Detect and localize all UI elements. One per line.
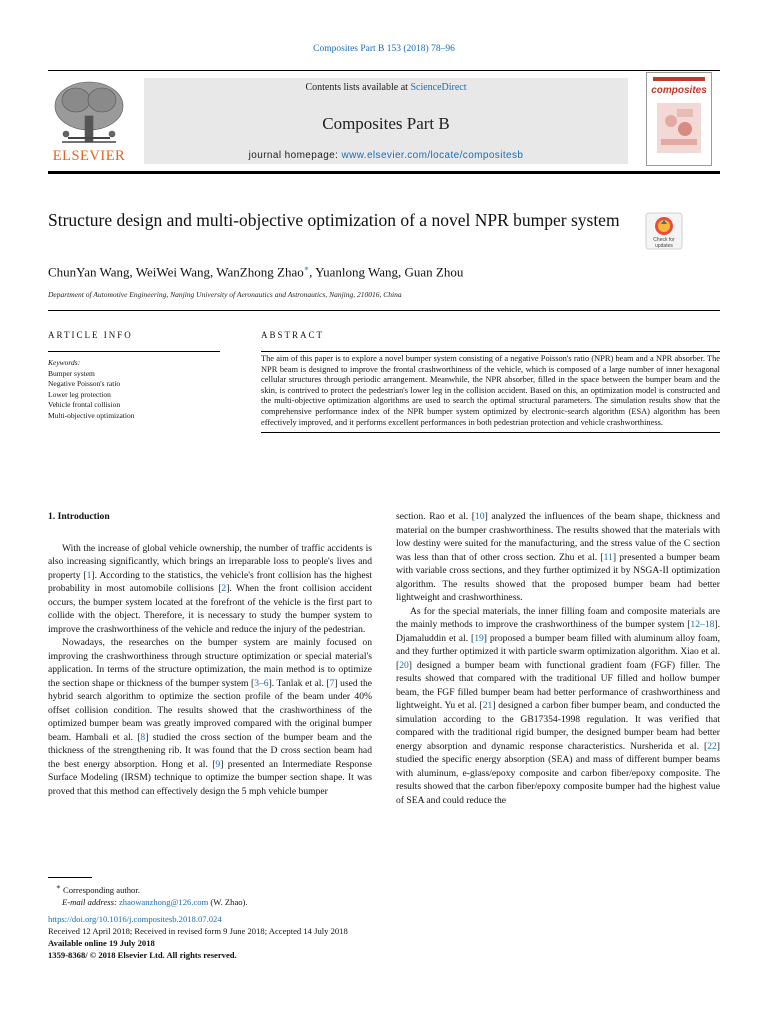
citation-link[interactable]: 3–6	[254, 677, 269, 689]
citation-link[interactable]: 7	[329, 677, 335, 689]
citation-link[interactable]: 10	[475, 511, 485, 522]
authors-part-2: , Yuanlong Wang, Guan Zhou	[309, 264, 464, 280]
body-left-column	[48, 510, 372, 798]
paragraph: section. Rao et al. [10] analyzed the influences of the beam shape, thickness and material on the bumper crashworthiness. The results showed that the materials with low destiny were suited for the manufacturing, and the stress value of the C section was less than that of other cross section. Zhu et al. [11] presented a bumper beam with variable cross sections, and they further optimized it by NSGA-II optimization algorithm. The results showed that the proposed bumper beam had better lightweight and crashworthiness.	[396, 511, 720, 603]
journal-cover-thumbnail[interactable]	[646, 72, 712, 166]
journal-title: Composites Part B	[322, 114, 450, 133]
journal-header	[48, 72, 720, 170]
doi-link[interactable]: https://doi.org/10.1016/j.compositesb.2018.07.024	[48, 914, 222, 924]
cover-title: composites	[651, 85, 707, 96]
author-list	[48, 264, 668, 280]
citation-link[interactable]: 8	[140, 731, 146, 743]
header-bottom-rule	[48, 171, 720, 174]
keyword-item: Negative Poisson's ratio	[48, 379, 121, 389]
keywords-block	[48, 351, 220, 422]
paragraph: As for the special materials, the inner filling foam and composite materials are the mainly methods to improve the crashworthiness of the bumper system [12–18]. Djamaluddin et al. [19] proposed a bumper beam filled with aluminum alloy foam, and they further optimized it with particle swarm optimization algorithm. Xiao et al. [20] designed a bumper beam with functional gradient foam (FGF) filler. The results showed that compared with the traditional UF filled and hollow bumper beam, the FGF filled bumper beam had better performance of crashworthiness and lightweight. Yu et al. [21] designed a carbon fiber bumper beam, and conducted the simulation according to the GB17354-1998 regulation. It was verified that compared with the traditional rigid bumper, the designed bumper beam had better energy absorption and dynamic response characteristics. Nursherida et al. [22] studied the specific energy absorption (SEA) and mass of different bumper beams with aluminum, e-glass/epoxy composite and carbon fiber/epoxy composite. The results showed that the carbon fiber/epoxy composite bumper had the highest value of SEA and could reduce the	[396, 605, 720, 806]
homepage-prefix: journal homepage:	[248, 150, 342, 161]
article-title: Structure design and multi-objective optimization of a novel NPR bumper system	[48, 210, 620, 230]
corresponding-author-marker[interactable]: ∗	[303, 264, 310, 273]
citation-link[interactable]: 21	[482, 700, 493, 711]
citation-link[interactable]: 11	[603, 551, 613, 563]
citation-link[interactable]: 20	[399, 659, 409, 671]
author-email-link[interactable]: zhaowanzhong@126.com	[118, 896, 209, 907]
journal-title-box	[144, 78, 628, 164]
journal-reference-link[interactable]: Composites Part B 153 (2018) 78–96	[313, 44, 455, 54]
citation-link[interactable]: 9	[215, 758, 221, 770]
check-updates-label-1: Check for	[653, 237, 675, 243]
received-dates: Received 12 April 2018; Received in revised form 9 June 2018; Accepted 14 July 2018	[48, 926, 348, 936]
journal-homepage-link[interactable]: www.elsevier.com/locate/compositesb	[341, 150, 524, 161]
affiliation: Department of Automotive Engineering, Nanjing University of Aeronautics and Astronautics, Nanjing, 210016, China	[48, 290, 402, 299]
article-metadata	[48, 913, 548, 961]
body-right-column	[396, 510, 720, 807]
keyword-item: Multi-objective optimization	[48, 410, 135, 420]
citation-link[interactable]: 19	[474, 632, 484, 644]
available-online-date: Available online 19 July 2018	[48, 938, 155, 948]
abstract-heading: ABSTRACT	[261, 330, 325, 340]
footnote-rule	[48, 877, 92, 878]
header-top-rule	[48, 70, 720, 71]
paragraph: Nowadays, the researches on the bumper system are mainly focused on improving the crashworthiness through structure optimization or special material's application. In terms of the structure optimization, the main method is to optimize the section shape or thickness of the bumper system [3–6]. Tanlak et al. [7] used the hybrid search algorithm to optimize the section profile of the beam under 40% offset collision condition. The results showed that the crashworthiness of the optimized bumper beam was greatly improved compared with the original bumper beam. Hambali et al. [8] studied the cross section of the bumper beam and the thickness of the strengthening rib. It was found that the D cross section beam had the best energy absorption. Hong et al. [9] presented an Intermediate Response Surface Modeling (IRSM) technique to optimize the bumper section shape. It was proved that this method can effectively design the 5 mph vehicle bumper	[48, 637, 373, 797]
check-for-updates-badge[interactable]	[645, 212, 683, 250]
contents-line	[144, 82, 628, 93]
citation-link[interactable]: 2	[221, 583, 227, 594]
keyword-item: Vehicle frontal collision	[48, 400, 121, 410]
cover-artwork	[647, 73, 711, 165]
journal-homepage-line	[144, 150, 628, 161]
corresponding-author-note: ∗ Corresponding author.	[56, 883, 140, 895]
paragraph: With the increase of global vehicle ownership, the number of traffic accidents is also increasing significantly, which brings an irreparable loss to people's lives and property [1]. According to the statistics, the vehicle's front collision has the highest probability in most automobile collisions [2]. When the front collision accident occurs, the bumper system located at the forefront of the vehicle is the first part to collide with the object. Therefore, it is necessary to study the bumper system to improve the crashworthiness of the vehicle and reduce the injury of the pedestrian.	[48, 542, 372, 635]
abstract-text: The aim of this paper is to explore a novel bumper system consisting of a negative Poisson's ratio (NPR) beam and a NPR absorber. The NPR beam is designed to improve the frontal crashworthiness of the vehicle, which is composed of a large number of inner hexagonal cellular structures through periodic arrangement. Meanwhile, the NPR absorber, filled in the space between the bumper beam and the skin, is contrived to protect the pedestrian's lower leg in the collision accident. Based on this, an optimization model is constructed and the multi-objective optimization algorithms are used to search the optimal structural parameters. The simulation results show that the comprehensive performance index of the NPR bumper system optimized by electronic-search algorithm (ESA) algorithm has been effectively improved, and it performs excellent performances in both pedestrian protection and vehicle crashworthiness.	[261, 351, 720, 433]
keywords-label: Keywords:	[48, 358, 81, 367]
citation-link[interactable]: 22	[707, 740, 717, 752]
copyright-line: 1359-8368/ © 2018 Elsevier Ltd. All rights reserved.	[48, 950, 237, 960]
email-row: E-mail address: zhaowanzhong@126.com (W. Zhao).	[62, 896, 248, 907]
section-heading-introduction: 1. Introduction	[48, 511, 110, 522]
article-info-top-rule	[48, 310, 720, 311]
check-updates-label-2: updates	[655, 243, 673, 249]
footnote	[48, 881, 448, 908]
keyword-item: Bumper system	[48, 368, 95, 378]
elsevier-wordmark: ELSEVIER	[52, 148, 126, 164]
contents-prefix: Contents lists available at	[305, 82, 411, 93]
authors-part-1: ChunYan Wang, WeiWei Wang, WanZhong Zhao	[48, 264, 304, 280]
sciencedirect-link[interactable]: ScienceDirect	[410, 82, 467, 93]
check-updates-icon	[645, 212, 683, 250]
citation-link[interactable]: 1	[86, 569, 92, 581]
citation-link[interactable]: 12–18	[690, 619, 715, 630]
keyword-item: Lower leg protection	[48, 389, 111, 399]
article-info-heading: ARTICLE INFO	[48, 330, 133, 340]
